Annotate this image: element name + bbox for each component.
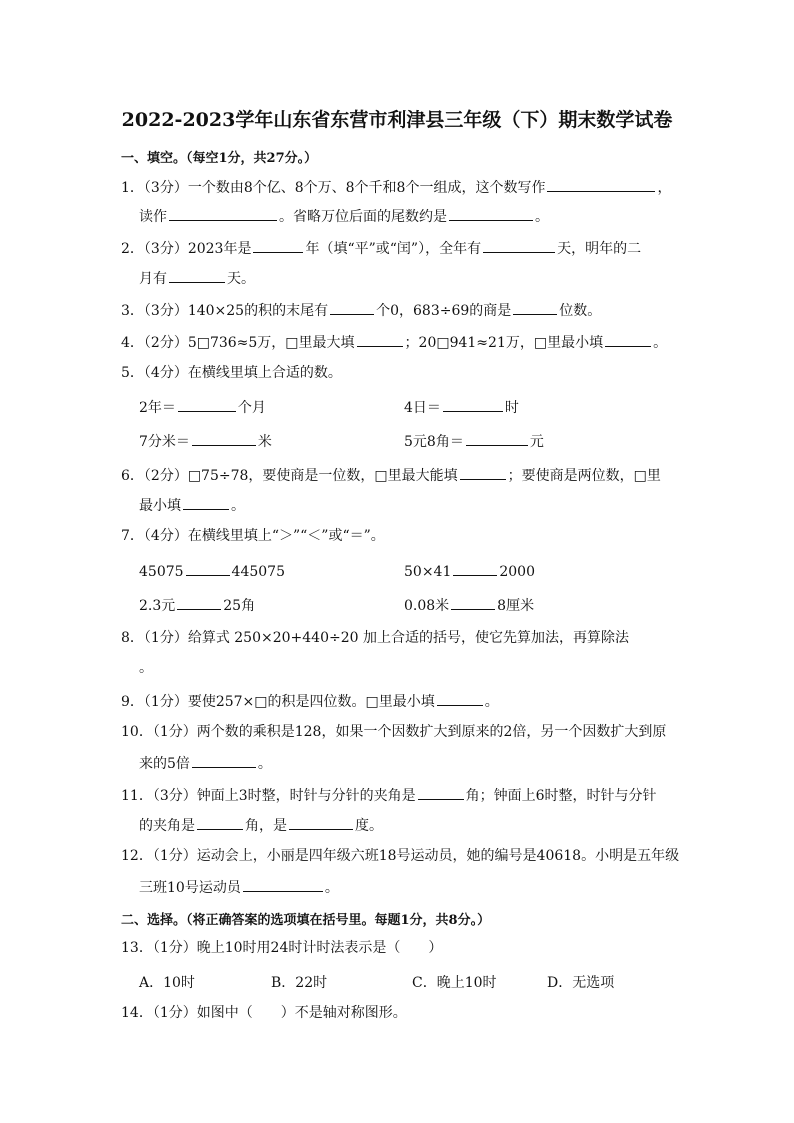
- q6-text: 6．（2分）□75÷78，要使商是一位数，□里最大能填: [121, 468, 458, 484]
- question-9: [121, 691, 499, 711]
- q5-blank-months[interactable]: [178, 397, 236, 412]
- q11-blank-angle-3[interactable]: [418, 785, 464, 800]
- q1-read-label: 读作: [139, 209, 167, 225]
- q7-r1b-right: 2000: [499, 564, 535, 580]
- q2-text-2: 年（填“平”或“闰”），全年有: [305, 241, 482, 257]
- q7-row1-left: [139, 561, 285, 581]
- q1-approx-label: 。省略万位后面的尾数约是: [279, 209, 447, 225]
- q5-r1b-unit: 时: [504, 400, 519, 416]
- q7-r2b-left: 0.08米: [404, 598, 450, 614]
- q5-r2b-label: 5元8角＝: [404, 434, 464, 450]
- q5-row1-left: [139, 397, 266, 417]
- q4-blank-min[interactable]: [605, 332, 651, 347]
- q7-blank-1[interactable]: [186, 561, 230, 576]
- q5-r2a-label: 7分米＝: [139, 434, 190, 450]
- q3-blank-digits[interactable]: [513, 300, 557, 315]
- question-2-line-2: [139, 268, 255, 288]
- q13-option-c[interactable]: C．晚上10时: [412, 975, 497, 991]
- q7-r1a-right: 445075: [231, 564, 285, 580]
- q1-text: 1．（3分）一个数由8个亿、8个万、8个千和8个一组成，这个数写作: [121, 180, 546, 196]
- question-12-line-2: [139, 877, 339, 897]
- q4-text: 4．（2分）5□736≈5万，□里最大填: [121, 335, 355, 351]
- q6-text-3: 最小填: [139, 498, 181, 514]
- q6-text-4: 。: [231, 498, 245, 514]
- q5-blank-hours[interactable]: [443, 397, 503, 412]
- q2-blank-type[interactable]: [253, 238, 303, 253]
- q5-row2-right: [404, 431, 544, 451]
- q11-text-3: 的夹角是: [139, 818, 195, 834]
- q3-text-3: 位数。: [559, 303, 602, 319]
- q7-blank-2[interactable]: [453, 561, 497, 576]
- q3-text: 3．（3分）140×25的积的末尾有: [121, 303, 329, 319]
- q5-r2b-unit: 元: [529, 434, 544, 450]
- page-title: 2022-2023学年山东省东营市利津县三年级（下）期末数学试卷: [121, 109, 673, 131]
- q13-option-a[interactable]: A．10时: [139, 975, 195, 991]
- q3-text-2: 个0，683÷69的商是: [376, 303, 512, 319]
- q12-blank[interactable]: [243, 877, 323, 892]
- q2-text: 2．（3分）2023年是: [121, 241, 252, 257]
- q7-r2a-left: 2.3元: [139, 598, 176, 614]
- question-13-stem: 13．（1分）晚上10时用24时计时法表示是（ ）: [121, 940, 443, 956]
- q6-blank-max[interactable]: [460, 465, 506, 480]
- q12-text-2: 三班10号运动员: [139, 880, 241, 896]
- q2-text-3: 天，明年的二: [557, 241, 642, 257]
- q5-r1a-unit: 个月: [237, 400, 266, 416]
- q10-period: 。: [257, 756, 272, 772]
- q2-text-4: 月有: [139, 271, 167, 287]
- question-6-line-2: [139, 495, 245, 515]
- question-10-line-2: [139, 753, 272, 773]
- question-14-stem: 14．（1分）如图中（ ）不是轴对称图形。: [121, 1005, 407, 1021]
- q7-row2-right: [404, 595, 534, 615]
- section-fill-in-heading: 一、填空。（每空1分，共27分。）: [121, 151, 318, 166]
- q5-r1a-label: 2年＝: [139, 400, 176, 416]
- q5-r2a-unit: 米: [257, 434, 272, 450]
- q5-blank-meters[interactable]: [192, 431, 256, 446]
- question-11-line-1: [121, 785, 657, 805]
- q1-blank-approx[interactable]: [449, 206, 533, 221]
- question-2-line-1: [121, 238, 641, 258]
- q11-blank-angle-6[interactable]: [197, 815, 243, 830]
- q4-text-3: 。: [653, 335, 668, 351]
- q5-blank-yuan[interactable]: [466, 431, 528, 446]
- q3-blank-zeros[interactable]: [330, 300, 374, 315]
- question-1-line-2: [139, 206, 549, 226]
- q2-text-5: 天。: [227, 271, 255, 287]
- q9-blank[interactable]: [437, 691, 483, 706]
- q11-blank-degrees[interactable]: [289, 815, 353, 830]
- q7-row2-left: [139, 595, 255, 615]
- question-4: [121, 332, 667, 352]
- q12-period: 。: [324, 880, 339, 896]
- q1-blank-written[interactable]: [547, 177, 655, 192]
- q11-text-4: 角，是: [245, 818, 287, 834]
- q13-option-b[interactable]: B．22时: [271, 975, 328, 991]
- q7-r1b-left: 50×41: [404, 564, 452, 580]
- q11-text-5: 度。: [355, 818, 383, 834]
- q11-text-2: 角；钟面上6时整，时针与分针: [465, 788, 657, 804]
- q7-r2a-right: 25角: [223, 598, 256, 614]
- q7-blank-3[interactable]: [177, 595, 221, 610]
- q6-blank-min[interactable]: [183, 495, 229, 510]
- q13-option-d[interactable]: D．无选项: [547, 975, 615, 991]
- q1-blank-read[interactable]: [169, 206, 277, 221]
- q2-blank-days[interactable]: [483, 238, 555, 253]
- q1-period: 。: [535, 209, 549, 225]
- q9-text: 9．（1分）要使257×□的积是四位数。□里最小填: [121, 694, 435, 710]
- q7-row1-right: [404, 561, 535, 581]
- question-1-line-1: [121, 177, 671, 197]
- q5-row1-right: [404, 397, 519, 417]
- question-7-stem: 7．（4分）在横线里填上“＞”“＜”或“＝”。: [121, 528, 385, 544]
- q7-r1a-left: 45075: [139, 564, 184, 580]
- q2-blank-feb[interactable]: [169, 268, 225, 283]
- q7-blank-4[interactable]: [451, 595, 495, 610]
- question-12-line-1: 12．（1分）运动会上，小丽是四年级六班18号运动员，她的编号是40618。小明是五年级: [121, 848, 680, 864]
- question-6-line-1: [121, 465, 661, 485]
- q6-text-2: ；要使商是两位数，□里: [507, 468, 661, 484]
- q1-comma: ，: [657, 180, 672, 196]
- question-10-line-1: 10．（1分）两个数的乘积是128，如果一个因数扩大到原来的2倍，另一个因数扩大到原: [121, 724, 667, 740]
- question-11-line-2: [139, 815, 383, 835]
- q5-r1b-label: 4日＝: [404, 400, 441, 416]
- question-3: [121, 300, 601, 320]
- question-8-line-2: 。: [139, 660, 153, 676]
- q4-blank-max[interactable]: [357, 332, 403, 347]
- q11-text: 11．（3分）钟面上3时整，时针与分针的夹角是: [121, 788, 416, 804]
- q10-text-2: 来的5倍: [139, 756, 190, 772]
- q4-text-2: ；20□941≈21万，□里最小填: [404, 335, 604, 351]
- section-choice-heading: 二、选择。（将正确答案的选项填在括号里。每题1分，共8分。）: [121, 913, 491, 928]
- question-8-line-1: 8．（1分）给算式 250×20+440÷20 加上合适的括号，使它先算加法，再算除法: [121, 630, 629, 646]
- q5-row2-left: [139, 431, 272, 451]
- q7-r2b-right: 8厘米: [497, 598, 535, 614]
- q9-period: 。: [484, 694, 499, 710]
- q10-blank[interactable]: [192, 753, 256, 768]
- question-5-stem: 5．（4分）在横线里填上合适的数。: [121, 365, 342, 381]
